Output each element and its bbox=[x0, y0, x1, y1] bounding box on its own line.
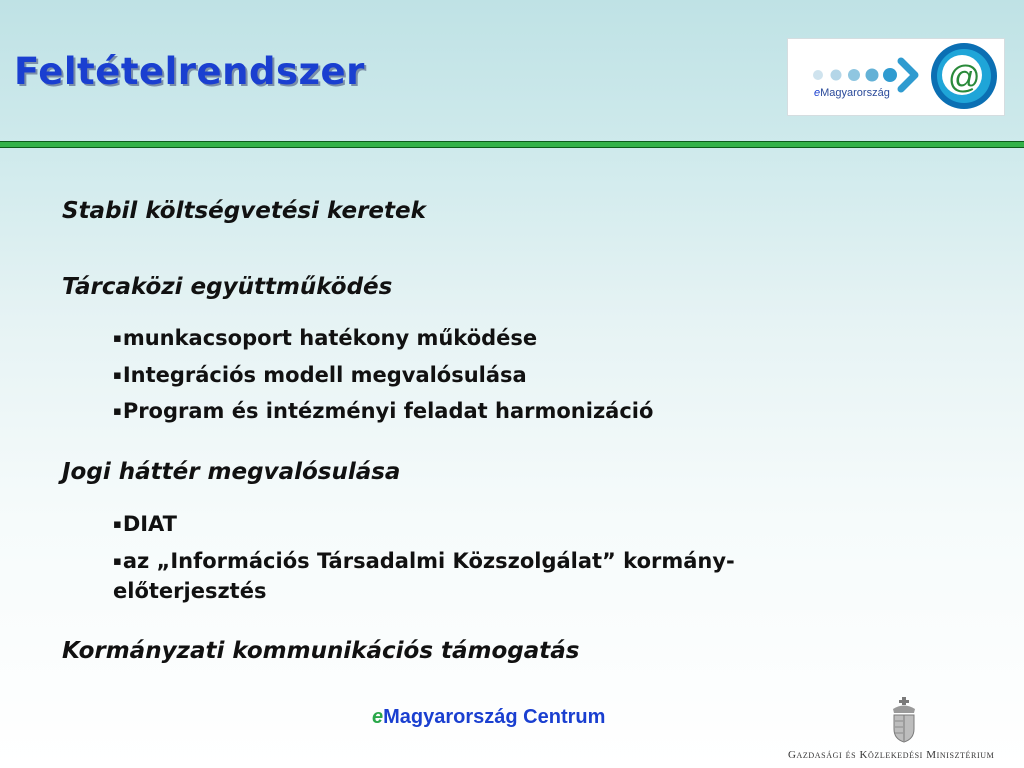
bullet-item: ▪DIAT bbox=[113, 512, 178, 536]
section-heading-legal: Jogi háttér megvalósulása bbox=[62, 459, 401, 485]
bullet-item-continuation: előterjesztés bbox=[113, 579, 267, 603]
bullet-marker-icon: ▪ bbox=[113, 368, 122, 383]
emagyarorszag-logo bbox=[787, 38, 1005, 116]
logo-text: eMagyarország bbox=[814, 87, 890, 99]
section-heading-budget: Stabil költségvetési keretek bbox=[62, 198, 426, 224]
bullet-marker-icon: ▪ bbox=[113, 517, 122, 532]
slide-title: Feltételrendszer bbox=[14, 50, 365, 93]
bullet-item: ▪az „Információs Társadalmi Közszolgálat” kormány- bbox=[113, 549, 735, 573]
bullet-marker-icon: ▪ bbox=[113, 554, 122, 569]
bullet-item: ▪Program és intézményi feladat harmonizáció bbox=[113, 399, 654, 423]
bullet-marker-icon: ▪ bbox=[113, 404, 122, 419]
logo-graphic bbox=[788, 39, 1004, 115]
at-symbol: @ bbox=[948, 59, 981, 95]
bullet-item: ▪munkacsoport hatékony működése bbox=[113, 326, 538, 350]
section-heading-communication: Kormányzati kommunikációs támogatás bbox=[62, 638, 580, 664]
title-divider bbox=[0, 141, 1024, 148]
footer-brand: eMagyarország Centrum bbox=[372, 706, 606, 728]
section-heading-cooperation: Tárcaközi együttműködés bbox=[62, 274, 393, 300]
ministry-name: Gazdasági és Közlekedési Minisztérium bbox=[788, 749, 995, 761]
bullet-marker-icon: ▪ bbox=[113, 331, 122, 346]
bullet-item: ▪Integrációs modell megvalósulása bbox=[113, 363, 527, 387]
coat-of-arms-icon bbox=[890, 697, 918, 743]
